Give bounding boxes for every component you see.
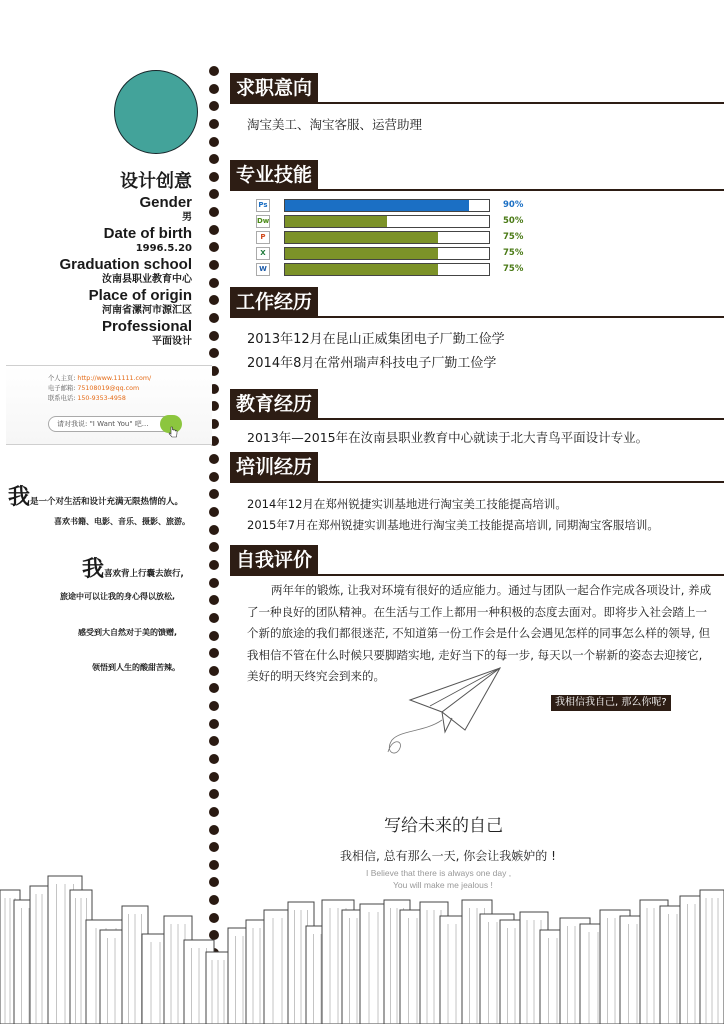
origin-value: 河南省漯河市源汇区 — [102, 305, 192, 316]
skill-bar — [284, 263, 490, 276]
intro-line-3-big: 我 — [82, 557, 105, 582]
section-self-divider — [230, 574, 724, 576]
binder-dot — [209, 242, 219, 252]
skill-row — [256, 199, 536, 212]
binder-dot — [209, 348, 219, 358]
binder-dot — [209, 295, 219, 305]
hand-cursor-icon — [168, 426, 178, 438]
binder-dot — [209, 772, 219, 782]
skyline-illustration — [0, 860, 724, 1024]
intro-line-1 — [8, 480, 208, 511]
birth-label: Date of birth — [103, 225, 192, 242]
work-line-1: 2013年12月在昆山正威集团电子厂勤工俭学 — [247, 332, 505, 347]
birth-value: 1996.5.20 — [135, 243, 192, 254]
binder-dot — [209, 754, 219, 764]
intro-line-5: 感受到大自然对于美的馈赠, — [78, 628, 178, 637]
school-label: Graduation school — [59, 256, 192, 273]
skill-bar-fill — [285, 248, 438, 259]
skill-percent: 90% — [503, 200, 524, 210]
homepage-label: 个人主页: — [48, 375, 76, 382]
binder-dot — [209, 701, 219, 711]
phone-line — [48, 394, 126, 403]
intro-line-6: 领悟到人生的酸甜苦辣。 — [92, 663, 180, 672]
section-training-title: 培训经历 — [230, 452, 318, 482]
binder-dot — [209, 736, 219, 746]
binder-dot — [209, 595, 219, 605]
section-education-title: 教育经历 — [230, 389, 318, 419]
binder-dot — [209, 666, 219, 676]
intro-line-1-rest: 是一个对生活和设计充满无限热情的人。 — [30, 497, 184, 507]
work-line-2: 2014年8月在常州瑞声科技电子厂勤工俭学 — [247, 356, 497, 371]
belief-badge: 我相信我自己, 那么你呢? — [551, 695, 671, 711]
future-title: 写给未来的自己 — [384, 816, 503, 836]
binder-dot — [209, 137, 219, 147]
email-label: 电子邮箱: — [48, 385, 76, 392]
binder-dot — [209, 189, 219, 199]
skill-bar — [284, 215, 490, 228]
education-line-1: 2013年—2015年在汝南县职业教育中心就读于北大青鸟平面设计专业。 — [247, 430, 649, 445]
intro-line-3-rest: 喜欢背上行囊去旅行, — [104, 569, 184, 579]
phone-value: 150-9353-4958 — [77, 395, 126, 402]
binder-dot — [209, 683, 219, 693]
intro-line-2: 喜欢书籍、电影、音乐、摄影、旅游。 — [54, 517, 190, 526]
section-work-divider — [230, 316, 724, 318]
binder-dot — [209, 842, 219, 852]
profile-title: 设计创意 — [120, 171, 192, 192]
skill-percent: 75% — [503, 232, 524, 242]
skill-bar-fill — [285, 216, 387, 227]
skill-bar-fill — [285, 264, 438, 275]
skill-row — [256, 215, 536, 228]
future-english-2: You will make me jealous ! — [393, 880, 493, 890]
binder-dot — [209, 119, 219, 129]
intent-text: 淘宝美工、淘宝客服、运营助理 — [247, 117, 423, 132]
skill-row — [256, 231, 536, 244]
gender-value: 男 — [182, 212, 192, 223]
binder-dot — [209, 525, 219, 535]
binder-dot — [209, 66, 219, 76]
skill-bar — [284, 199, 490, 212]
avatar — [114, 70, 198, 154]
homepage-link[interactable]: http://www.11111.com/ — [77, 375, 152, 382]
binder-dot — [209, 613, 219, 623]
skill-percent: 75% — [503, 248, 524, 258]
section-skills-divider — [230, 189, 724, 191]
paper-plane-icon — [370, 660, 510, 760]
binder-dot — [209, 225, 219, 235]
binder-dot — [209, 278, 219, 288]
profession-label: Professional — [101, 318, 192, 335]
skill-percent: 50% — [503, 216, 524, 226]
binder-dot — [209, 101, 219, 111]
binder-dot — [209, 631, 219, 641]
intro-line-1-big: 我 — [8, 485, 31, 510]
skill-bar-fill — [285, 232, 438, 243]
binder-dot — [209, 648, 219, 658]
section-intent-title: 求职意向 — [230, 73, 318, 103]
binder-dot — [209, 154, 219, 164]
binder-dot — [209, 472, 219, 482]
skill-app-icon: Ps — [256, 199, 270, 212]
skill-percent: 75% — [503, 264, 524, 274]
skill-app-icon: Dw — [256, 215, 270, 228]
section-intent-divider — [230, 102, 724, 104]
intro-line-4: 旅途中可以让我的身心得以放松, — [60, 592, 176, 601]
gender-label: Gender — [139, 194, 192, 211]
binder-dot — [209, 507, 219, 517]
homepage-line — [48, 374, 151, 383]
future-line: 我相信, 总有那么一天, 你会让我嫉妒的 ! — [340, 849, 556, 863]
training-line-2: 2015年7月在郑州锐捷实训基地进行淘宝美工技能提高培训, 同期淘宝客服培训。 — [247, 518, 659, 532]
binder-dot — [209, 313, 219, 323]
binder-dot — [209, 719, 219, 729]
binder-dot — [209, 825, 219, 835]
skill-bar — [284, 247, 490, 260]
section-education-divider — [230, 418, 724, 420]
binder-dot — [209, 807, 219, 817]
binder-dot — [209, 260, 219, 270]
skill-row — [256, 247, 536, 260]
email-line — [48, 384, 139, 393]
binder-dot — [209, 84, 219, 94]
binder-dot — [209, 207, 219, 217]
future-english-1: I Believe that there is always one day , — [366, 868, 512, 878]
skill-row — [256, 263, 536, 276]
skill-app-icon: P — [256, 231, 270, 244]
training-line-1: 2014年12月在郑州锐捷实训基地进行淘宝美工技能提高培训。 — [247, 497, 567, 511]
binder-dot — [209, 789, 219, 799]
binder-dot — [209, 489, 219, 499]
binder-dot — [209, 172, 219, 182]
skill-bar-fill — [285, 200, 469, 211]
binder-dot — [209, 454, 219, 464]
section-training-divider — [230, 481, 724, 483]
say-input[interactable]: 请对我说: "I Want You" 吧... — [48, 416, 180, 432]
section-work-title: 工作经历 — [230, 287, 318, 317]
binder-dot — [209, 542, 219, 552]
self-evaluation-text: 两年年的锻炼, 让我对环境有很好的适应能力。通过与团队一起合作完成各项设计, 养成了一种良好的团队精神。在生活与工作上都用一种积极的态度去面对。即将步入社会踏上一个新的旅途的我们都很迷茫, 不知道第一份工作会是什么会遇见怎样的同事怎么样的领导, 但我相信不管在什么时候只要脚踏实地, 走好当下的每一步, 每天以一个崭新的姿态去迎接它, 美好的明天终究会到来的。 — [247, 583, 712, 683]
skill-bar — [284, 231, 490, 244]
section-self-title: 自我评价 — [230, 545, 318, 575]
profession-value: 平面设计 — [152, 336, 192, 347]
school-value: 汝南县职业教育中心 — [102, 274, 192, 285]
profile-info — [20, 170, 192, 349]
section-skills-title: 专业技能 — [230, 160, 318, 190]
binder-dots — [209, 66, 221, 966]
binder-dot — [209, 331, 219, 341]
origin-label: Place of origin — [88, 287, 192, 304]
skill-app-icon: X — [256, 247, 270, 260]
email-value: 75108019@qq.com — [77, 385, 140, 392]
skill-app-icon: W — [256, 263, 270, 276]
phone-label: 联系电话: — [48, 395, 76, 402]
